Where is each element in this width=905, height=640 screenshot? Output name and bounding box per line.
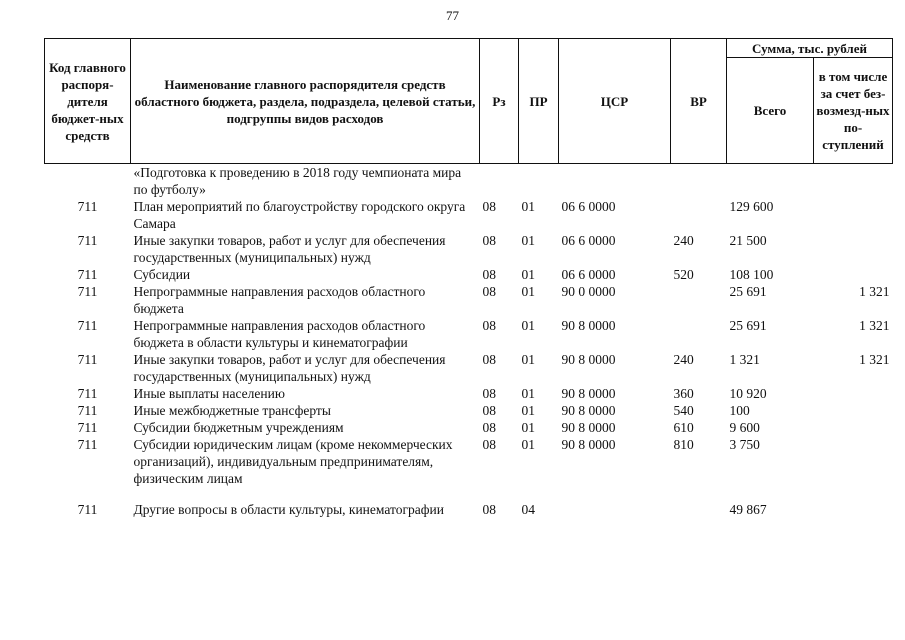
header-name: Наименование главного распорядителя средств областного бюджета, раздела, подраздела, целевой статьи, подгруппы видов расходов xyxy=(131,39,480,164)
rz-cell: 08 xyxy=(482,318,496,333)
pr-cell: 01 xyxy=(521,284,535,299)
free-cell xyxy=(814,436,893,487)
name-cell: План мероприятий по благоустройству городского округа Самара xyxy=(133,199,466,231)
total-cell: 3 750 xyxy=(729,437,760,452)
header-pr: ПР xyxy=(519,39,559,164)
total-cell: 9 600 xyxy=(729,420,760,435)
pr-cell: 04 xyxy=(521,502,535,517)
name-cell: Субсидии юридическим лицам (кроме некоммерческих организаций), индивидуальным предпринимателям, физическим лицам xyxy=(133,437,453,486)
rz-cell: 08 xyxy=(482,284,496,299)
free-cell xyxy=(814,419,893,436)
header-row xyxy=(45,39,893,58)
code-cell: 711 xyxy=(77,403,98,418)
vr-cell xyxy=(671,283,727,317)
csr-cell: 90 8 0000 xyxy=(561,386,616,401)
code-cell: 711 xyxy=(77,199,98,214)
csr-cell xyxy=(559,164,671,199)
pr-cell: 01 xyxy=(521,318,535,333)
header-rz: Рз xyxy=(480,39,519,164)
rz-cell: 08 xyxy=(482,233,496,248)
name-cell: Иные межбюджетные трансферты xyxy=(133,403,331,418)
rz-cell: 08 xyxy=(482,386,496,401)
total-cell: 21 500 xyxy=(729,233,767,248)
vr-cell: 540 xyxy=(673,403,694,418)
rz-cell xyxy=(480,164,519,199)
code-cell: 711 xyxy=(77,502,98,517)
header-free: в том числе за счет без-возмезд-ных по-ступлений xyxy=(814,58,893,164)
vr-cell: 240 xyxy=(673,233,694,248)
total-cell: 1 321 xyxy=(729,352,760,367)
csr-cell xyxy=(559,487,671,518)
name-cell: Иные выплаты населению xyxy=(133,386,285,401)
vr-cell: 520 xyxy=(673,267,694,282)
table-row xyxy=(45,164,893,199)
header-vr: ВР xyxy=(671,39,727,164)
rz-cell: 08 xyxy=(482,420,496,435)
name-cell: «Подготовка к проведению в 2018 году чемпионата мира по футболу» xyxy=(133,165,462,197)
free-cell xyxy=(814,402,893,419)
csr-cell: 90 8 0000 xyxy=(561,403,616,418)
header-sum: Сумма, тыс. рублей xyxy=(727,39,893,58)
total-cell: 25 691 xyxy=(729,284,767,299)
code-cell: 711 xyxy=(77,233,98,248)
free-cell xyxy=(814,385,893,402)
free-cell xyxy=(814,266,893,283)
rz-cell: 08 xyxy=(482,502,496,517)
code-cell: 711 xyxy=(77,437,98,452)
table-row xyxy=(45,436,893,487)
rz-cell: 08 xyxy=(482,199,496,214)
budget-table xyxy=(44,38,893,518)
free-cell xyxy=(814,232,893,266)
code-cell: 711 xyxy=(77,420,98,435)
pr-cell: 01 xyxy=(521,199,535,214)
vr-cell xyxy=(671,317,727,351)
free-cell: 1 321 xyxy=(859,284,890,299)
vr-cell xyxy=(671,164,727,199)
name-cell: Иные закупки товаров, работ и услуг для обеспечения государственных (муниципальных) нужд xyxy=(133,233,446,265)
name-cell: Субсидии xyxy=(133,267,191,282)
vr-cell: 360 xyxy=(673,386,694,401)
csr-cell: 06 6 0000 xyxy=(561,199,616,214)
rz-cell: 08 xyxy=(482,403,496,418)
csr-cell: 06 6 0000 xyxy=(561,267,616,282)
name-cell: Непрограммные направления расходов областного бюджета в области культуры и кинематографии xyxy=(133,318,426,350)
table-row xyxy=(45,317,893,351)
name-cell: Непрограммные направления расходов областного бюджета xyxy=(133,284,426,316)
rz-cell: 08 xyxy=(482,437,496,452)
table-row xyxy=(45,402,893,419)
header-csr: ЦСР xyxy=(559,39,671,164)
name-cell: Иные закупки товаров, работ и услуг для обеспечения государственных (муниципальных) нужд xyxy=(133,352,446,384)
code-cell: 711 xyxy=(77,267,98,282)
code-cell: 711 xyxy=(77,352,98,367)
table-row xyxy=(45,198,893,232)
free-cell: 1 321 xyxy=(859,318,890,333)
free-cell xyxy=(814,487,893,518)
csr-cell: 90 0 0000 xyxy=(561,284,616,299)
pr-cell: 01 xyxy=(521,267,535,282)
total-cell: 49 867 xyxy=(729,502,767,517)
table-row xyxy=(45,266,893,283)
total-cell: 10 920 xyxy=(729,386,767,401)
table-row xyxy=(45,351,893,385)
pr-cell: 01 xyxy=(521,437,535,452)
total-cell: 100 xyxy=(729,403,750,418)
vr-cell: 240 xyxy=(673,352,694,367)
header-code: Код главного распоря-дителя бюджет-ных средств xyxy=(45,39,131,164)
csr-cell: 90 8 0000 xyxy=(561,420,616,435)
pr-cell: 01 xyxy=(521,233,535,248)
page-number: 77 xyxy=(446,8,459,23)
free-cell: 1 321 xyxy=(859,352,890,367)
rz-cell: 08 xyxy=(482,267,496,282)
code-cell: 711 xyxy=(77,386,98,401)
table-row xyxy=(45,419,893,436)
vr-cell xyxy=(671,198,727,232)
csr-cell: 06 6 0000 xyxy=(561,233,616,248)
rz-cell: 08 xyxy=(482,352,496,367)
pr-cell xyxy=(519,164,559,199)
csr-cell: 90 8 0000 xyxy=(561,318,616,333)
table-row xyxy=(45,232,893,266)
table-row xyxy=(45,487,893,518)
csr-cell: 90 8 0000 xyxy=(561,437,616,452)
pr-cell: 01 xyxy=(521,386,535,401)
table-row xyxy=(45,385,893,402)
table-body xyxy=(45,164,893,519)
table-row xyxy=(45,283,893,317)
free-cell xyxy=(814,164,893,199)
vr-cell: 610 xyxy=(673,420,694,435)
vr-cell: 810 xyxy=(673,437,694,452)
pr-cell: 01 xyxy=(521,403,535,418)
code-cell: 711 xyxy=(77,284,98,299)
free-cell xyxy=(814,198,893,232)
total-cell: 25 691 xyxy=(729,318,767,333)
header-total: Всего xyxy=(727,58,814,164)
code-cell: 711 xyxy=(77,318,98,333)
total-cell: 129 600 xyxy=(729,199,774,214)
pr-cell: 01 xyxy=(521,420,535,435)
code-cell xyxy=(45,164,131,199)
pr-cell: 01 xyxy=(521,352,535,367)
csr-cell: 90 8 0000 xyxy=(561,352,616,367)
name-cell: Другие вопросы в области культуры, кинематографии xyxy=(133,502,444,517)
total-cell xyxy=(727,164,814,199)
total-cell: 108 100 xyxy=(729,267,774,282)
vr-cell xyxy=(671,487,727,518)
name-cell: Субсидии бюджетным учреждениям xyxy=(133,420,344,435)
